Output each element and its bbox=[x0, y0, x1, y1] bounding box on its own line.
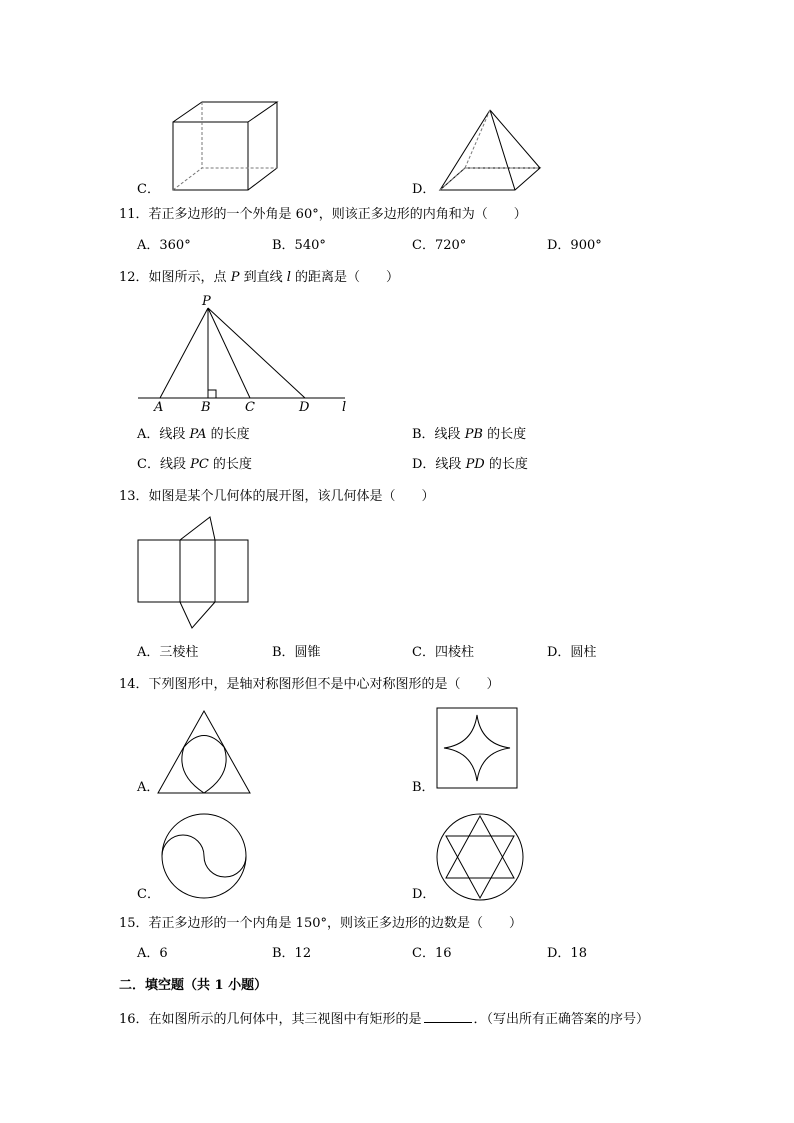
q14-label-b: B． bbox=[412, 780, 435, 795]
q12-stem: 12．如图所示，点 P 到直线 l 的距离是（ ） bbox=[119, 270, 400, 285]
cube-figure bbox=[160, 95, 280, 195]
q11-option-b: B．540° bbox=[272, 238, 326, 253]
q11-option-d: D．900° bbox=[547, 238, 602, 253]
segment-pa bbox=[160, 308, 208, 398]
q13-stem: 13．如图是某个几何体的展开图，该几何体是（ ） bbox=[119, 489, 435, 504]
pyramid-base bbox=[440, 168, 540, 190]
q11-stem: 11．若正多边形的一个外角是 60°，则该正多边形的内角和为（ ） bbox=[119, 207, 527, 222]
label-p: P bbox=[202, 294, 211, 309]
q15-option-d: D．18 bbox=[547, 946, 587, 961]
prism-net-figure bbox=[135, 512, 255, 632]
net-top-triangle bbox=[180, 517, 215, 540]
q12-option-d: D．线段 PD 的长度 bbox=[412, 457, 528, 472]
hexagram-circle-figure bbox=[436, 812, 526, 902]
q13-option-c: C．四棱柱 bbox=[412, 645, 474, 660]
label-l: l bbox=[342, 400, 347, 415]
q15-option-b: B．12 bbox=[272, 946, 312, 961]
q12-option-a: A．线段 PA 的长度 bbox=[137, 427, 250, 442]
segment-pc bbox=[208, 308, 250, 398]
q14-stem: 14．下列图形中，是轴对称图形但不是中心对称图形的是（ ） bbox=[119, 677, 500, 692]
q12-option-c: C．线段 PC 的长度 bbox=[137, 457, 252, 472]
q15-stem: 15．若正多边形的一个内角是 150°，则该正多边形的边数是（ ） bbox=[119, 916, 522, 931]
yin-yang-figure bbox=[160, 812, 250, 902]
net-rectangle bbox=[138, 540, 248, 602]
q15-option-c: C．16 bbox=[412, 946, 452, 961]
label-a: A bbox=[154, 400, 164, 415]
q13-option-b: B．圆锥 bbox=[272, 645, 321, 660]
triangle-arcs-figure bbox=[155, 708, 255, 798]
q15-option-a: A．6 bbox=[137, 946, 168, 961]
pyramid-figure bbox=[430, 105, 550, 195]
q14-label-d: D． bbox=[412, 887, 436, 902]
q13-option-d: D．圆柱 bbox=[547, 645, 597, 660]
q11-option-c: C．720° bbox=[412, 238, 467, 253]
q14-label-a: A． bbox=[137, 780, 160, 795]
net-bottom-triangle bbox=[180, 602, 215, 628]
label-d: D bbox=[299, 400, 310, 415]
segment-pd bbox=[208, 308, 305, 398]
q10-option-c-label: C． bbox=[137, 182, 160, 197]
section-title: 二．填空题（共 1 小题） bbox=[119, 978, 268, 993]
square-star-figure bbox=[436, 707, 521, 792]
cube-right-edges bbox=[248, 102, 277, 190]
q11-option-a: A．360° bbox=[137, 238, 191, 253]
answer-blank[interactable] bbox=[424, 1010, 472, 1023]
cube-hidden-edges bbox=[173, 168, 277, 190]
q12-option-b: B．线段 PB 的长度 bbox=[412, 427, 527, 442]
cube-front-face bbox=[173, 122, 248, 190]
label-b: B bbox=[201, 400, 211, 415]
q13-option-a: A．三棱柱 bbox=[137, 645, 199, 660]
cube-top-edges bbox=[173, 102, 277, 122]
q10-option-d-label: D． bbox=[412, 182, 436, 197]
label-c: C bbox=[245, 400, 255, 415]
right-angle-mark bbox=[208, 390, 216, 398]
q16-stem: 16．在如图所示的几何体中，其三视图中有矩形的是 ．（写出所有正确答案的序号） bbox=[119, 1012, 650, 1027]
q14-label-c: C． bbox=[137, 887, 160, 902]
